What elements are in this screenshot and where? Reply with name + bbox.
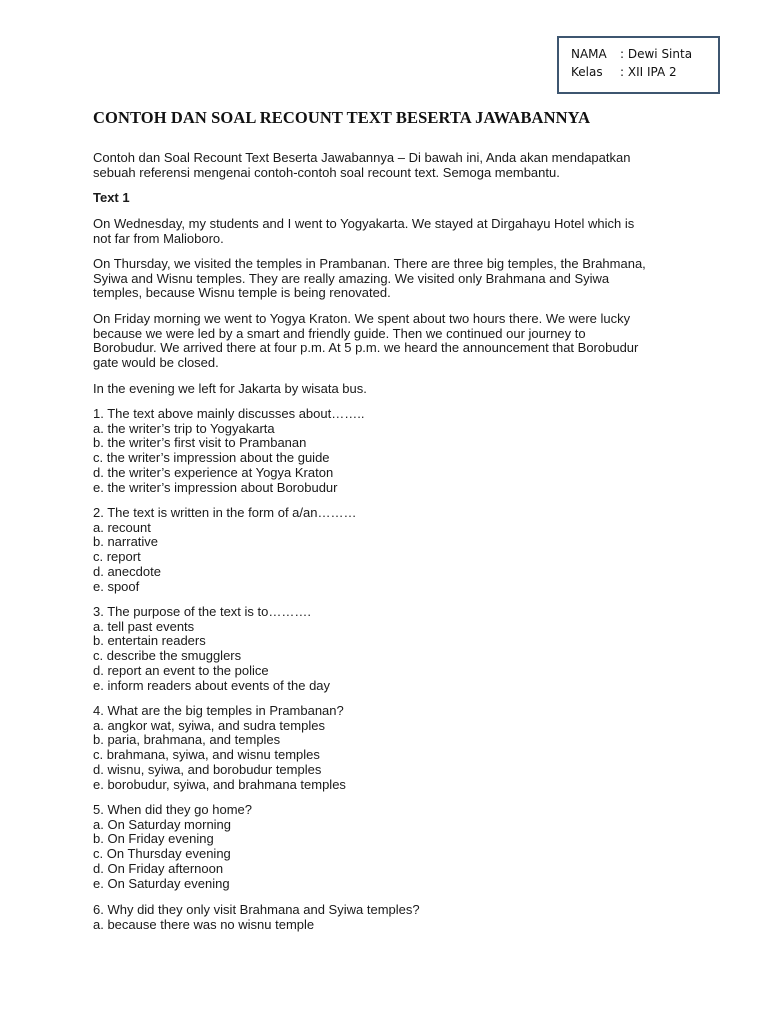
text-line: sebuah referensi mengenai contoh-contoh soal recount text. Semoga membantu. [93, 164, 560, 180]
answer-option: c. describe the smugglers [93, 648, 242, 664]
question-3 [93, 605, 693, 693]
answer-option: d. On Friday afternoon [93, 860, 224, 876]
answer-option: c. On Thursday evening [93, 846, 231, 862]
paragraph-3 [93, 312, 693, 371]
question-text: 1. The text above mainly discusses about…….. [93, 406, 365, 421]
text-line: On Friday morning we went to Yogya Kraton. We spent about two hours there. We were lucky [93, 311, 631, 326]
answer-option: b. the writer’s first visit to Prambanan [93, 435, 307, 451]
answer-option: e. spoof [93, 578, 140, 594]
nama-value: : Dewi Sinta [620, 47, 693, 61]
answer-option: b. entertain readers [93, 633, 206, 649]
answer-option: c. report [93, 549, 141, 565]
question-text: 5. When did they go home? [93, 802, 252, 817]
intro-paragraph [93, 151, 693, 180]
answer-option: e. inform readers about events of the day [93, 677, 331, 693]
text-line: Borobudur. We arrived there at four p.m. At 5 p.m. we heard the announcement that Borobudur [93, 340, 639, 356]
question-4 [93, 704, 693, 792]
answer-option: a. the writer’s trip to Yogyakarta [93, 420, 275, 436]
question-5 [93, 803, 693, 891]
nama-label: NAMA [571, 47, 607, 61]
paragraph-4 [93, 382, 693, 397]
paragraph-1 [93, 217, 693, 246]
answer-option: c. the writer’s impression about the guide [93, 450, 330, 466]
question-text: 3. The purpose of the text is to………. [93, 604, 311, 619]
answer-option: e. On Saturday evening [93, 875, 230, 891]
text-heading: Text 1 [93, 190, 130, 205]
question-text: 6. Why did they only visit Brahmana and Syiwa temples? [93, 902, 420, 917]
answer-option: a. On Saturday morning [93, 816, 232, 832]
answer-option: a. angkor wat, syiwa, and sudra temples [93, 717, 325, 733]
question-text: 2. The text is written in the form of a/an……… [93, 505, 357, 520]
answer-option: e. the writer’s impression about Borobudur [93, 479, 338, 495]
answer-option: a. recount [93, 519, 151, 535]
text-line: not far from Malioboro. [93, 230, 224, 246]
page-title: CONTOH DAN SOAL RECOUNT TEXT BESERTA JAWABANNYA [93, 108, 591, 127]
answer-option: a. tell past events [93, 618, 195, 634]
text-line: because we were led by a smart and friendly guide. Then we continued our journey to [93, 325, 586, 341]
answer-option: d. anecdote [93, 563, 161, 579]
text-line: In the evening we left for Jakarta by wisata bus. [93, 381, 367, 396]
answer-option: d. report an event to the police [93, 662, 269, 678]
answer-option: b. paria, brahmana, and temples [93, 732, 281, 748]
student-info-box [557, 36, 720, 94]
text-line: gate would be closed. [93, 355, 219, 371]
text-line: Contoh dan Soal Recount Text Beserta Jawabannya – Di bawah ini, Anda akan mendapatkan [93, 150, 631, 165]
paragraph-2 [93, 257, 693, 301]
answer-option: b. On Friday evening [93, 831, 214, 847]
answer-option: e. borobudur, syiwa, and brahmana temples [93, 776, 346, 792]
answer-option: d. wisnu, syiwa, and borobudur temples [93, 761, 322, 777]
text-line: Syiwa and Wisnu temples. They are really amazing. We visited only Brahmana and Syiwa [93, 270, 610, 286]
question-2 [93, 506, 693, 594]
kelas-label: Kelas [571, 65, 603, 79]
answer-option: d. the writer’s experience at Yogya Kraton [93, 464, 334, 480]
answer-option: b. narrative [93, 534, 159, 550]
text-line: On Wednesday, my students and I went to Yogyakarta. We stayed at Dirgahayu Hotel which is [93, 216, 635, 231]
question-text: 4. What are the big temples in Prambanan? [93, 703, 344, 718]
question-1 [93, 407, 693, 495]
question-6 [93, 903, 693, 932]
answer-option: a. because there was no wisnu temple [93, 916, 315, 932]
kelas-value: : XII IPA 2 [620, 65, 677, 79]
answer-option: c. brahmana, syiwa, and wisnu temples [93, 747, 320, 763]
text-line: On Thursday, we visited the temples in Prambanan. There are three big temples, the Brahmana, [93, 256, 646, 271]
text-line: temples, because Wisnu temple is being renovated. [93, 285, 391, 301]
